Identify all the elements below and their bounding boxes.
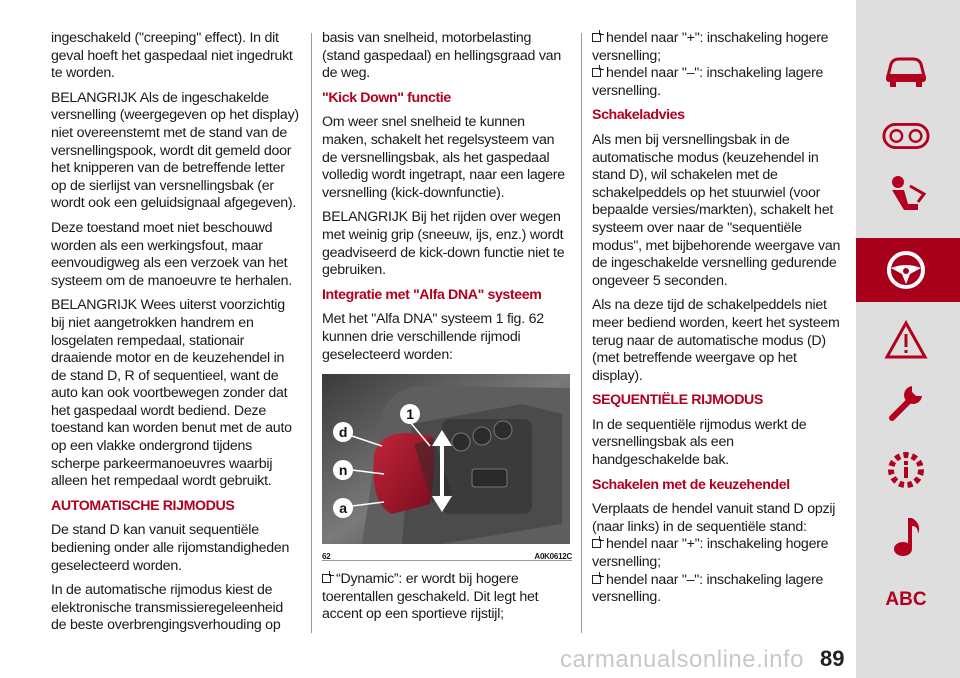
bullet-item: hendel naar "+": inschakeling hogere versnelling; bbox=[592, 536, 829, 571]
abc-index-icon[interactable] bbox=[882, 576, 930, 624]
bullet-item: hendel naar "+": inschakeling hogere versnelling; bbox=[592, 30, 829, 64]
callout-d: d bbox=[338, 424, 348, 441]
watermark: carmanualsonline.info bbox=[560, 646, 804, 673]
section-heading: Schakeladvies bbox=[592, 107, 685, 124]
callout-n: n bbox=[338, 462, 348, 479]
section-heading: SEQUENTIËLE RIJMODUS bbox=[592, 392, 763, 409]
section-heading: "Kick Down" functie bbox=[322, 89, 451, 106]
figure-caption bbox=[322, 544, 572, 561]
column-3 bbox=[592, 30, 844, 614]
page-number: 89 bbox=[820, 646, 845, 671]
abc-label: ABC bbox=[885, 589, 927, 610]
paragraph: Verplaats de hendel vanuit stand D opzij (naar links) in de sequentiële stand: bbox=[592, 501, 836, 535]
figure-62-gear-selector bbox=[322, 374, 570, 544]
paragraph: basis van snelheid, motorbelasting (stand gaspedaal) en hellingsgraad van de weg. bbox=[322, 30, 561, 82]
paragraph: BELANGRIJK Bij het rijden over wegen met weinig grip (sneeuw, ijs, enz.) wordt geadviseerd de kick-down functie niet te gebruiken. bbox=[322, 209, 565, 279]
paragraph: De stand D kan vanuit sequentiële bediening onder alle rijomstandigheden geselecteerd worden. bbox=[51, 522, 290, 574]
bullet-item: “Dynamic”: er wordt bij hogere toerentallen geschakeld. Dit legt het accent op een sportieve rijstijl; bbox=[322, 571, 539, 623]
seatbelt-person-icon[interactable] bbox=[882, 172, 930, 220]
paragraph: In de automatische rijmodus kiest de elektronische transmissieregeleenheid de beste overbrengingsverhouding op bbox=[51, 582, 284, 634]
paragraph: Deze toestand moet niet beschouwd worden als een werkingsfout, maar eenvoudigweg als een verzoek van het systeem om de manoeuvre te herhalen. bbox=[51, 219, 292, 289]
car-icon[interactable] bbox=[882, 46, 930, 94]
gear-info-icon[interactable] bbox=[882, 446, 930, 494]
wrench-icon[interactable] bbox=[882, 378, 930, 426]
column-divider bbox=[311, 33, 312, 633]
chapter-sidebar bbox=[856, 0, 960, 678]
section-heading: Schakelen met de keuzehendel bbox=[592, 476, 790, 493]
paragraph: Als na deze tijd de schakelpeddels niet meer bediend worden, keert het systeem terug naar de automatische modus (D) (met betreffende weergave op het display). bbox=[592, 297, 840, 384]
steering-wheel-icon[interactable] bbox=[882, 246, 930, 294]
bullet-item: hendel naar "–": inschakeling lagere versnelling. bbox=[592, 571, 824, 606]
checkbox-bullet-icon bbox=[592, 575, 601, 584]
column-2 bbox=[322, 30, 572, 631]
paragraph: In de sequentiële rijmodus werkt de versnellingsbak als een handgeschakelde bak. bbox=[592, 416, 807, 469]
figure-number: 62 bbox=[322, 552, 331, 562]
paragraph: BELANGRIJK Wees uiterst voorzichtig bij niet aangetrokken handrem en losgelaten rempedaal, stationair draaiende motor en de keuzehendel in de stand D, R of sequentieel, want de auto kan ook voortbewegen zonder dat het gaspedaal wordt bediend. Deze toestand kan worden benut met de auto op een vlakke ondergrond tijdens scherpe parkeermanoeuvres waarbij alleen het rempedaal wordt gebruikt. bbox=[51, 297, 292, 490]
paragraph: Met het "Alfa DNA" systeem 1 fig. 62 kunnen drie verschillende rijmodi geselecteerd worden: bbox=[322, 311, 544, 363]
column-divider bbox=[581, 33, 582, 633]
paragraph: Als men bij versnellingsbak in de automatische modus (keuzehendel in stand D), wil schakelen met de schakelpeddels op het stuurwiel (voor bepaalde versies/markten), schakelt het systeem over naar de "sequentiële modus", met bijbehorende weergave van de ingeschakelde versnelling gedurende ongeveer 5 seconden. bbox=[592, 131, 841, 289]
checkbox-bullet-icon bbox=[592, 539, 601, 548]
music-note-icon[interactable] bbox=[882, 512, 930, 560]
paragraph: ingeschakeld ("creeping" effect). In dit geval hoeft het gaspedaal niet ingedrukt te worden. bbox=[51, 30, 293, 82]
dashboard-icon[interactable] bbox=[882, 112, 930, 160]
callout-a: a bbox=[339, 500, 347, 517]
section-heading: AUTOMATISCHE RIJMODUS bbox=[51, 497, 235, 514]
paragraph: BELANGRIJK Als de ingeschakelde versnelling (weergegeven op het display) niet overeenstemt met de stand van de versnellingspook, wordt dit gemeld door het knipperen van de betreffende letter op de sierlijst van versnellingsbak (er wordt ook een geluidsignaal afgegeven). bbox=[51, 89, 299, 212]
checkbox-bullet-icon bbox=[322, 574, 331, 583]
column-1 bbox=[51, 30, 301, 642]
section-heading: Integratie met "Alfa DNA" systeem bbox=[322, 286, 542, 303]
callout-1: 1 bbox=[406, 406, 414, 423]
checkbox-bullet-icon bbox=[592, 68, 601, 77]
paragraph: Om weer snel snelheid te kunnen maken, schakelt het regelsysteem van de versnellingsbak, als het gaspedaal volledig wordt ingetrapt, naar een lagere versnelling (kick-downfunctie). bbox=[322, 114, 565, 201]
figure-code: A0K0612C bbox=[534, 552, 572, 562]
bullet-item: hendel naar "–": inschakeling lagere versnelling. bbox=[592, 65, 824, 99]
gear-selector-illustration bbox=[322, 374, 570, 544]
checkbox-bullet-icon bbox=[592, 33, 601, 42]
warning-triangle-icon[interactable] bbox=[882, 316, 930, 364]
